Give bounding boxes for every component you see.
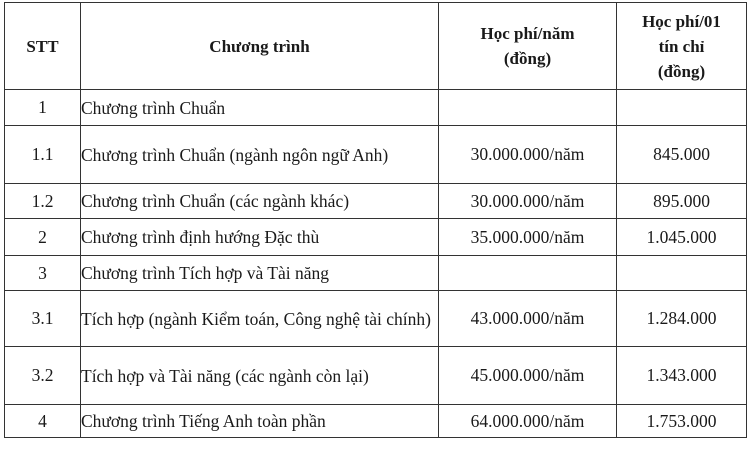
row-fee-per-year	[439, 256, 617, 291]
header-fee-per-credit-line2: tín chỉ	[658, 36, 705, 56]
table-row	[5, 256, 747, 291]
row-stt: 3.2	[5, 347, 81, 405]
row-fee-per-year: 43.000.000/năm	[439, 291, 617, 347]
row-fee-per-credit: 1.284.000	[617, 291, 747, 347]
table-row	[5, 405, 747, 438]
row-stt: 1.1	[5, 126, 81, 184]
header-fee-per-credit-line1: Học phí/01	[642, 11, 721, 31]
row-fee-per-year: 30.000.000/năm	[439, 184, 617, 219]
row-fee-per-year: 45.000.000/năm	[439, 347, 617, 405]
header-fee-per-year	[439, 3, 617, 90]
row-fee-per-credit: 895.000	[617, 184, 747, 219]
table-row	[5, 347, 747, 405]
table-row	[5, 291, 747, 347]
row-fee-per-year: 64.000.000/năm	[439, 405, 617, 438]
header-fee-per-credit-line3: (đồng)	[657, 61, 706, 81]
header-fee-per-credit	[617, 3, 747, 90]
table-row	[5, 219, 747, 256]
row-stt: 1.2	[5, 184, 81, 219]
row-fee-per-credit	[617, 256, 747, 291]
row-fee-per-year: 35.000.000/năm	[439, 219, 617, 256]
row-stt: 3.1	[5, 291, 81, 347]
row-program: Chương trình định hướng Đặc thù	[81, 219, 439, 256]
row-stt: 4	[5, 405, 81, 438]
header-program: Chương trình	[81, 3, 439, 90]
header-fee-per-year-line2: (đồng)	[503, 49, 552, 68]
row-stt: 2	[5, 219, 81, 256]
row-stt: 1	[5, 90, 81, 126]
header-stt: STT	[5, 3, 81, 90]
row-program: Tích hợp và Tài năng (các ngành còn lại)	[81, 347, 439, 405]
row-fee-per-credit: 1.045.000	[617, 219, 747, 256]
table-row	[5, 184, 747, 219]
table-header-row	[5, 3, 747, 90]
row-fee-per-credit	[617, 90, 747, 126]
header-fee-per-year-line1: Học phí/năm	[480, 24, 575, 43]
row-fee-per-credit: 1.753.000	[617, 405, 747, 438]
row-fee-per-year: 30.000.000/năm	[439, 126, 617, 184]
row-fee-per-credit: 845.000	[617, 126, 747, 184]
table-row	[5, 126, 747, 184]
table-row	[5, 90, 747, 126]
row-fee-per-year	[439, 90, 617, 126]
row-program: Chương trình Tiếng Anh toàn phần	[81, 405, 439, 438]
row-program: Chương trình Chuẩn (ngành ngôn ngữ Anh)	[81, 126, 439, 184]
row-program: Chương trình Tích hợp và Tài năng	[81, 256, 439, 291]
row-program: Chương trình Chuẩn (các ngành khác)	[81, 184, 439, 219]
row-program: Tích hợp (ngành Kiểm toán, Công nghệ tài chính)	[81, 291, 439, 347]
row-fee-per-credit: 1.343.000	[617, 347, 747, 405]
row-stt: 3	[5, 256, 81, 291]
row-program: Chương trình Chuẩn	[81, 90, 439, 126]
tuition-fee-table	[4, 2, 747, 438]
